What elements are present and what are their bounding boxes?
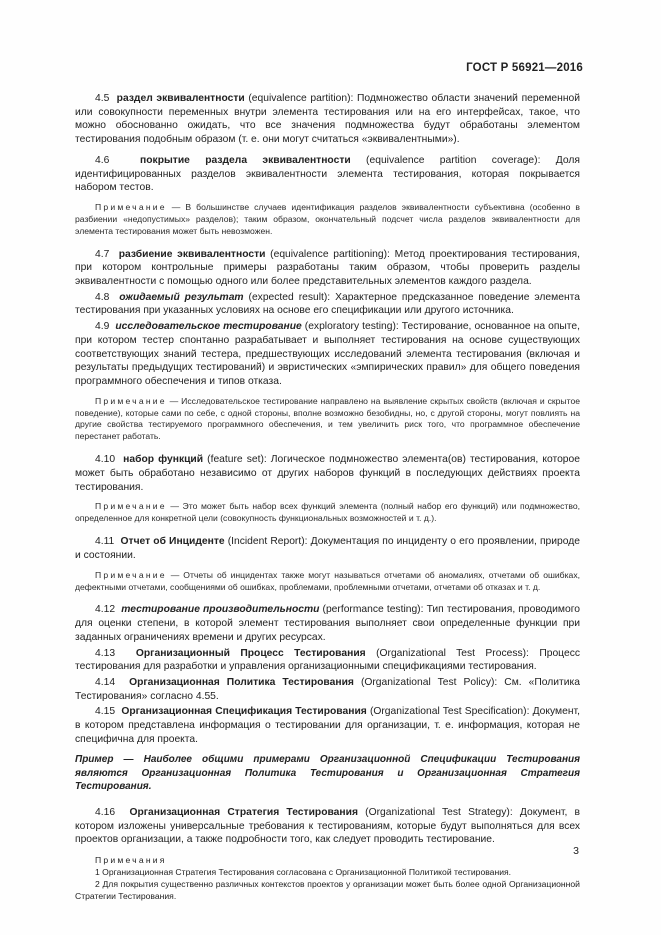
definition-entry bbox=[75, 647, 580, 674]
entry-text: (Organizational Test Specification): Документ, в котором представлена информация о тестировании для организации, т. е. информация, которая не специфична для проекта. bbox=[75, 706, 580, 745]
entry-term: набор функций bbox=[123, 454, 204, 466]
entry-term: Организационный Процесс Тестирования bbox=[135, 647, 366, 659]
entry-text: (equivalence partition coverage): Доля идентифицированных разделов эквивалентности элемента тестирования, которая покрывается набором тестов. bbox=[75, 154, 580, 194]
notes-item bbox=[75, 878, 580, 902]
definition-entry bbox=[75, 705, 580, 746]
entry-number: 4.9 bbox=[95, 321, 110, 333]
entry-number: 4.15 bbox=[95, 706, 116, 718]
notes-item bbox=[75, 866, 580, 878]
notes-label-row bbox=[75, 854, 580, 866]
entry-text: (Organizational Test Policy): См. «Политика Тестирования» согласно 4.55. bbox=[75, 676, 580, 702]
entry-number: 4.11 bbox=[95, 536, 115, 548]
definition-entry bbox=[75, 154, 580, 195]
entry-term: покрытие раздела эквивалентности bbox=[140, 154, 351, 166]
entry-text: (feature set): Логическое подмножество элемента(ов) тестирования, которое может быть обработано независимо от других наборов функций в последующих действиях проекта тестирования. bbox=[75, 454, 580, 493]
note-label: Примечание bbox=[95, 569, 167, 580]
example-text: Пример — Наиболее общими примерами Организационной Спецификации Тестирования являются Организационная Политика Тестирования и Организационная Стратегия Тестирования. bbox=[75, 754, 580, 793]
entry-text: (Incident Report): Документация по инциденту о его проявлении, природе и состоянии. bbox=[75, 536, 580, 561]
entry-text: (Organizational Test Strategy): Документ, в котором изложены универсальные требования к тестированиям, которые будут выполняться для всех проектов организации, а также подробности того, как следует проводить тестирование. bbox=[75, 806, 580, 846]
entry-text: (exploratory testing): Тестирование, основанное на опыте, при котором тестер спонтанно разрабатывает и выполняет тестирования на основе существующих соответствующих знаний тестера, предшествующих исследований элемента тестирования (включая и результаты предыдущих тестирований) и эвристических «эмпирических правил» для общего поведения программного обеспечения и типов отказа. bbox=[75, 321, 580, 387]
note-label: Примечание bbox=[95, 201, 167, 212]
entry-text: (equivalence partition): Подмножество области значений переменной или совокупности переменных внутри элемента тестирования или на его интерфейсах, такое, что можно обоснованно ожидать, что все значения подмножества будут обработаны элементом тестирования подобным образом (т. е. они могут считаться «эквивалентными»). bbox=[75, 93, 580, 146]
example bbox=[75, 753, 580, 794]
note-label: Примечание bbox=[95, 501, 167, 512]
definition-entry bbox=[75, 92, 580, 147]
notes-label: Примечания bbox=[95, 855, 167, 866]
entry-term: ожидаемый результат bbox=[119, 291, 244, 303]
definition-entry bbox=[75, 603, 580, 644]
entry-number: 4.8 bbox=[95, 291, 110, 303]
entry-term: Организационная Политика Тестирования bbox=[129, 676, 354, 688]
notes-item-text: 1 Организационная Стратегия Тестирования согласована с Организационной Политикой тестирования. bbox=[95, 867, 512, 878]
entry-number: 4.7 bbox=[95, 248, 110, 260]
document-body bbox=[75, 92, 580, 902]
entry-number: 4.6 bbox=[95, 154, 110, 166]
definition-entry bbox=[75, 291, 580, 318]
definition-entry bbox=[75, 248, 580, 289]
entry-text: (Organizational Test Process): Процесс тестирования для разработки и управления организационными спецификациями тестирования. bbox=[75, 647, 580, 673]
entry-text: (expected result): Характерное предсказанное поведение элемента тестирования при указанных условиях на основе его спецификации или другого источника. bbox=[75, 291, 580, 317]
note-text: — Отчеты об инцидентах также могут называться отчетами об аномалиях, отчетами об ошибках, дефектными отчетами, сообщениями об ошибках, проблемами, проблемными отчетами, отчетами об отказах и т. д. bbox=[75, 569, 580, 592]
entry-term: исследовательское тестирование bbox=[115, 321, 302, 333]
definition-entry bbox=[75, 535, 580, 562]
entry-text: (equivalence partitioning): Метод проектирования тестирования, при котором контрольные примеры разработаны таким образом, чтобы проверить разделы эквивалентности с помощью одного или более представительных элементов каждого раздела. bbox=[75, 248, 580, 288]
entry-text: (performance testing): Тип тестирования, проводимого для оценки степени, в которой элемент тестирования выполняет свои определенные функции при заданных ограничениях времени и других ресурсах. bbox=[75, 604, 580, 643]
entry-term: Организационная Стратегия Тестирования bbox=[129, 806, 358, 818]
note-text: — В большинстве случаев идентификация разделов эквивалентности субъективна (особенно в разбиении «недопустимых» разделов); таким образом, окончательный подсчет числа разделов эквивалентности для элемента тестирования может быть невозможен. bbox=[75, 201, 580, 236]
entry-number: 4.14 bbox=[95, 676, 116, 688]
document-header: ГОСТ Р 56921—2016 bbox=[466, 62, 583, 74]
note bbox=[75, 396, 580, 444]
entry-term: раздел эквивалентности bbox=[116, 93, 245, 104]
definition-entry bbox=[75, 320, 580, 389]
note-label: Примечание bbox=[95, 395, 167, 406]
definition-entry bbox=[75, 453, 580, 494]
definition-entry bbox=[75, 806, 580, 847]
entry-number: 4.5 bbox=[95, 93, 110, 104]
notes-item-text: 2 Для покрытия существенно различных контекстов проектов у организации может быть более одной Организационной Стратегии Тестирования. bbox=[75, 879, 580, 902]
entry-term: Отчет об Инциденте bbox=[120, 536, 225, 548]
note bbox=[75, 570, 580, 594]
entry-number: 4.13 bbox=[95, 647, 116, 659]
entry-term: разбиение эквивалентности bbox=[118, 248, 266, 260]
notes-block bbox=[75, 854, 580, 902]
note-text: — Исследовательское тестирование направлено на выявление скрытых свойств (включая и скрытое поведение), которые сами по себе, с одной стороны, вполне возможно безобидны, но, с другой стороны, могут повлиять на другие свойства тестируемого программного обеспечения, и тем увеличить риск того, что программное обеспечение перестанет работать. bbox=[75, 395, 580, 442]
page-number: 3 bbox=[573, 845, 579, 857]
note bbox=[75, 202, 580, 238]
entry-number: 4.16 bbox=[95, 806, 116, 818]
entry-number: 4.10 bbox=[95, 454, 116, 466]
note bbox=[75, 501, 580, 525]
note-text: — Это может быть набор всех функций элемента (полный набор его функций) или подмножество, определенное для конкретной цели (совокупность функциональных возможностей и т. д.). bbox=[75, 501, 580, 524]
entry-number: 4.12 bbox=[95, 604, 116, 616]
entry-term: Организационная Спецификация Тестирования bbox=[121, 706, 367, 718]
entry-term: тестирование производительности bbox=[121, 604, 320, 616]
definition-entry bbox=[75, 676, 580, 703]
